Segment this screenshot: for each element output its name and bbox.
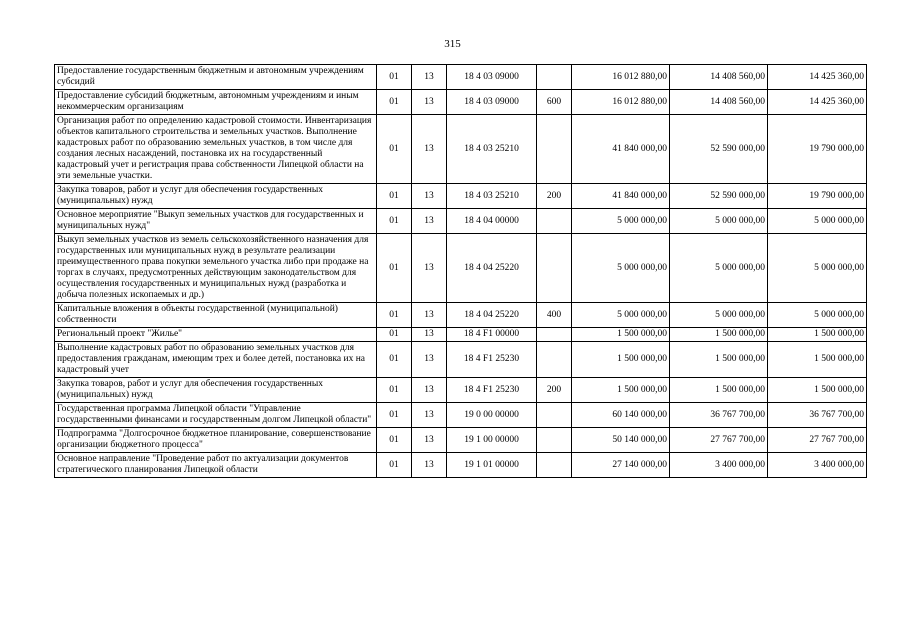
- cell-name: Капитальные вложения в объекты государственной (муниципальной) собственности: [55, 303, 377, 328]
- cell-ved: 01: [377, 209, 412, 234]
- cell-expense-type: [537, 453, 572, 478]
- cell-amount-year2: 52 590 000,00: [670, 184, 768, 209]
- cell-expense-type: [537, 234, 572, 303]
- cell-amount-year1: 5 000 000,00: [572, 234, 670, 303]
- cell-amount-year1: 60 140 000,00: [572, 403, 670, 428]
- cell-expense-type: [537, 342, 572, 378]
- cell-expense-type: [537, 209, 572, 234]
- cell-amount-year2: 27 767 700,00: [670, 428, 768, 453]
- cell-amount-year3: 5 000 000,00: [768, 303, 867, 328]
- table-row: [55, 303, 867, 328]
- cell-subsection: 13: [412, 115, 447, 184]
- cell-amount-year3: 36 767 700,00: [768, 403, 867, 428]
- table-row: [55, 65, 867, 90]
- cell-amount-year3: 19 790 000,00: [768, 184, 867, 209]
- table-body: [55, 65, 867, 478]
- page-number: 315: [444, 38, 461, 50]
- cell-amount-year3: 3 400 000,00: [768, 453, 867, 478]
- cell-target-article: 18 4 03 25210: [447, 115, 537, 184]
- cell-amount-year1: 16 012 880,00: [572, 65, 670, 90]
- cell-subsection: 13: [412, 453, 447, 478]
- cell-expense-type: 400: [537, 303, 572, 328]
- cell-amount-year3: 1 500 000,00: [768, 342, 867, 378]
- cell-ved: 01: [377, 428, 412, 453]
- cell-subsection: 13: [412, 428, 447, 453]
- cell-amount-year1: 27 140 000,00: [572, 453, 670, 478]
- cell-expense-type: [537, 403, 572, 428]
- cell-amount-year2: 5 000 000,00: [670, 234, 768, 303]
- cell-amount-year1: 1 500 000,00: [572, 328, 670, 342]
- cell-subsection: 13: [412, 209, 447, 234]
- cell-amount-year2: 14 408 560,00: [670, 90, 768, 115]
- cell-subsection: 13: [412, 65, 447, 90]
- cell-expense-type: [537, 65, 572, 90]
- cell-target-article: 18 4 F1 25230: [447, 378, 537, 403]
- cell-expense-type: [537, 328, 572, 342]
- cell-subsection: 13: [412, 328, 447, 342]
- cell-name: Подпрограмма "Долгосрочное бюджетное планирование, совершенствование организации бюджетного процесса": [55, 428, 377, 453]
- cell-target-article: 18 4 04 00000: [447, 209, 537, 234]
- cell-name: Основное мероприятие "Выкуп земельных участков для государственных и муниципальных нужд": [55, 209, 377, 234]
- cell-ved: 01: [377, 115, 412, 184]
- cell-name: Закупка товаров, работ и услуг для обеспечения государственных (муниципальных) нужд: [55, 378, 377, 403]
- cell-name: Выкуп земельных участков из земель сельскохозяйственного назначения для государственных или муниципальных нужд в результате реализации преимущественного права покупки земельного участка либо при продаже на торгах в случаях, предусмотренных действующим законодательством для осуществления государственных и муниципальных нужд (разработка и добыча полезных ископаемых и др.): [55, 234, 377, 303]
- cell-amount-year2: 14 408 560,00: [670, 65, 768, 90]
- table-row: [55, 453, 867, 478]
- cell-amount-year1: 41 840 000,00: [572, 115, 670, 184]
- cell-subsection: 13: [412, 90, 447, 115]
- cell-subsection: 13: [412, 403, 447, 428]
- cell-target-article: 18 4 F1 00000: [447, 328, 537, 342]
- cell-amount-year3: 5 000 000,00: [768, 209, 867, 234]
- table-row: [55, 378, 867, 403]
- cell-amount-year1: 1 500 000,00: [572, 342, 670, 378]
- cell-target-article: 19 0 00 00000: [447, 403, 537, 428]
- cell-amount-year2: 52 590 000,00: [670, 115, 768, 184]
- table-row: [55, 209, 867, 234]
- cell-ved: 01: [377, 65, 412, 90]
- cell-target-article: 18 4 04 25220: [447, 234, 537, 303]
- cell-ved: 01: [377, 303, 412, 328]
- cell-expense-type: [537, 115, 572, 184]
- cell-ved: 01: [377, 453, 412, 478]
- cell-expense-type: 600: [537, 90, 572, 115]
- cell-subsection: 13: [412, 342, 447, 378]
- cell-subsection: 13: [412, 303, 447, 328]
- cell-amount-year2: 1 500 000,00: [670, 378, 768, 403]
- cell-amount-year1: 1 500 000,00: [572, 378, 670, 403]
- table-row: [55, 115, 867, 184]
- cell-amount-year1: 41 840 000,00: [572, 184, 670, 209]
- table-row: [55, 403, 867, 428]
- cell-amount-year2: 36 767 700,00: [670, 403, 768, 428]
- cell-amount-year2: 1 500 000,00: [670, 328, 768, 342]
- cell-amount-year3: 14 425 360,00: [768, 90, 867, 115]
- cell-amount-year3: 14 425 360,00: [768, 65, 867, 90]
- cell-ved: 01: [377, 342, 412, 378]
- cell-target-article: 18 4 03 25210: [447, 184, 537, 209]
- cell-expense-type: 200: [537, 184, 572, 209]
- table-row: [55, 234, 867, 303]
- cell-expense-type: 200: [537, 378, 572, 403]
- cell-amount-year3: 27 767 700,00: [768, 428, 867, 453]
- table-row: [55, 90, 867, 115]
- cell-ved: 01: [377, 90, 412, 115]
- cell-ved: 01: [377, 328, 412, 342]
- cell-target-article: 18 4 F1 25230: [447, 342, 537, 378]
- cell-ved: 01: [377, 234, 412, 303]
- cell-name: Основное направление "Проведение работ по актуализации документов стратегического планирования Липецкой области: [55, 453, 377, 478]
- cell-amount-year3: 5 000 000,00: [768, 234, 867, 303]
- cell-name: Организация работ по определению кадастровой стоимости. Инвентаризация объектов капитального строительства и земельных участков. Выполнение кадастровых работ по образованию земельных участков, в том числе для создания лесных насаждений, постановка их на государственный кадастровый учет и регистрация права собственности Липецкой области на эти земельные участки.: [55, 115, 377, 184]
- cell-target-article: 18 4 03 09000: [447, 90, 537, 115]
- budget-table: [54, 64, 867, 478]
- cell-amount-year3: 1 500 000,00: [768, 328, 867, 342]
- cell-expense-type: [537, 428, 572, 453]
- cell-name: Предоставление государственным бюджетным и автономным учреждениям субсидий: [55, 65, 377, 90]
- table-row: [55, 342, 867, 378]
- cell-amount-year2: 1 500 000,00: [670, 342, 768, 378]
- cell-name: Выполнение кадастровых работ по образованию земельных участков для предоставления гражданам, имеющим трех и более детей, постановка их на кадастровый учет: [55, 342, 377, 378]
- cell-amount-year2: 5 000 000,00: [670, 303, 768, 328]
- cell-amount-year3: 19 790 000,00: [768, 115, 867, 184]
- cell-name: Региональный проект "Жилье": [55, 328, 377, 342]
- cell-amount-year2: 3 400 000,00: [670, 453, 768, 478]
- cell-name: Закупка товаров, работ и услуг для обеспечения государственных (муниципальных) нужд: [55, 184, 377, 209]
- cell-target-article: 18 4 03 09000: [447, 65, 537, 90]
- cell-amount-year1: 50 140 000,00: [572, 428, 670, 453]
- cell-ved: 01: [377, 378, 412, 403]
- cell-amount-year2: 5 000 000,00: [670, 209, 768, 234]
- table-row: [55, 328, 867, 342]
- cell-subsection: 13: [412, 234, 447, 303]
- cell-ved: 01: [377, 184, 412, 209]
- cell-ved: 01: [377, 403, 412, 428]
- table-row: [55, 184, 867, 209]
- cell-amount-year1: 16 012 880,00: [572, 90, 670, 115]
- cell-target-article: 18 4 04 25220: [447, 303, 537, 328]
- cell-amount-year1: 5 000 000,00: [572, 209, 670, 234]
- cell-subsection: 13: [412, 184, 447, 209]
- cell-amount-year1: 5 000 000,00: [572, 303, 670, 328]
- cell-amount-year3: 1 500 000,00: [768, 378, 867, 403]
- cell-name: Предоставление субсидий бюджетным, автономным учреждениям и иным некоммерческим организациям: [55, 90, 377, 115]
- cell-subsection: 13: [412, 378, 447, 403]
- cell-target-article: 19 1 01 00000: [447, 453, 537, 478]
- table-row: [55, 428, 867, 453]
- cell-name: Государственная программа Липецкой области "Управление государственными финансами и государственным долгом Липецкой области": [55, 403, 377, 428]
- cell-target-article: 19 1 00 00000: [447, 428, 537, 453]
